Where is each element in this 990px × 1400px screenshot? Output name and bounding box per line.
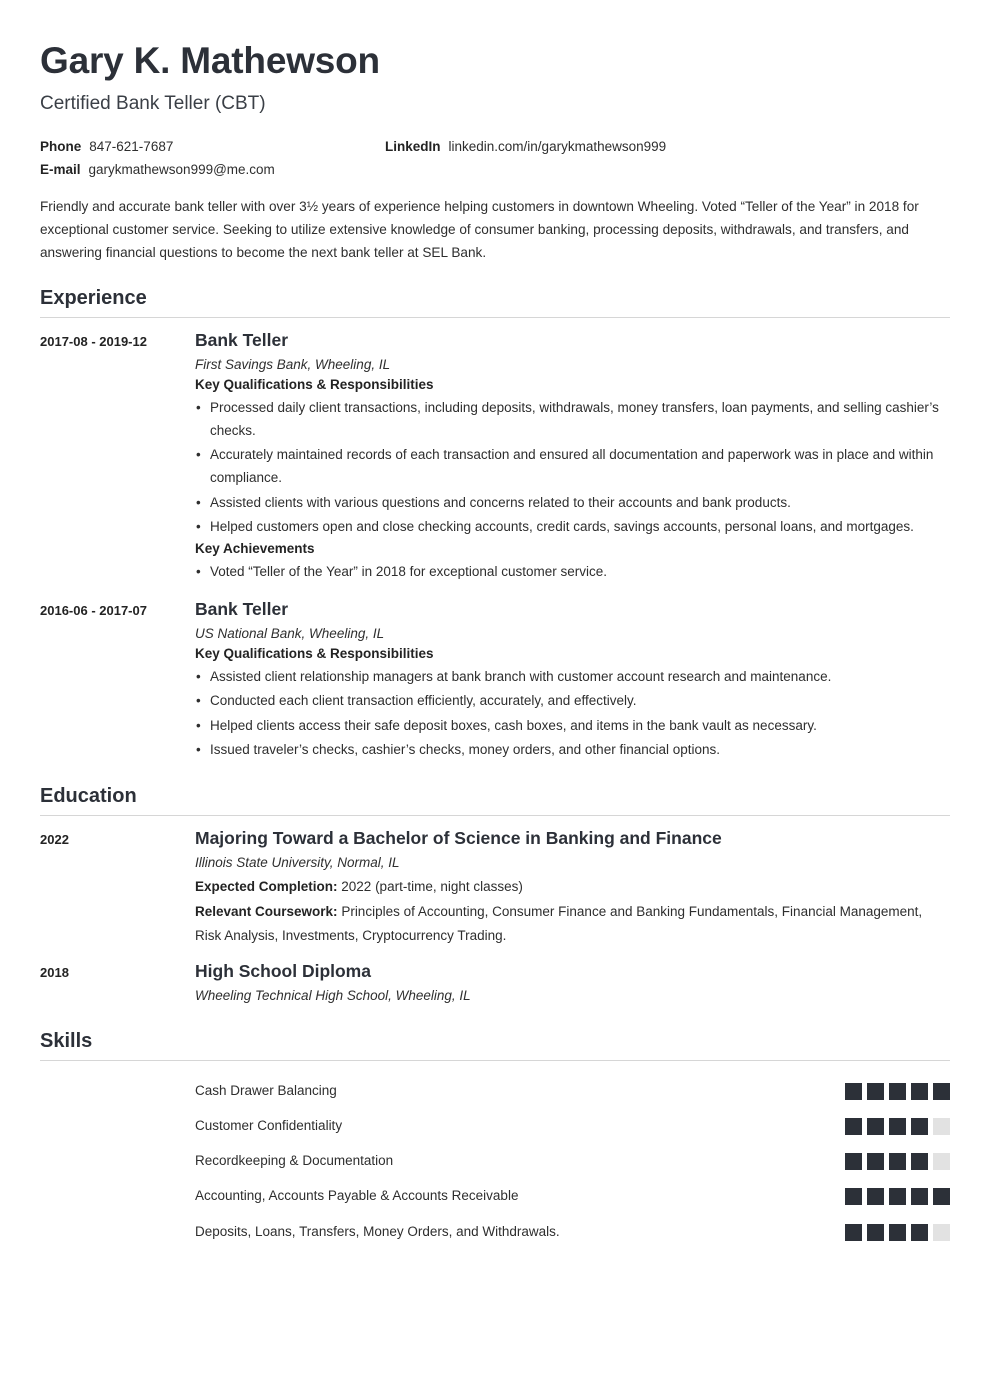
skill-level-square xyxy=(845,1188,862,1205)
skill-level-square xyxy=(867,1083,884,1100)
skill-level-square xyxy=(845,1224,862,1241)
contact-row xyxy=(40,139,950,154)
education-completion-line xyxy=(195,875,950,898)
skill-level-square xyxy=(867,1153,884,1170)
skill-level-square xyxy=(867,1188,884,1205)
education-entry xyxy=(40,961,950,1008)
education-coursework-value: Principles of Accounting, Consumer Finance and Banking Fundamentals, Financial Management, Risk Analysis, Investments, Cryptocurrency Trading. xyxy=(195,904,923,943)
skill-name: Customer Confidentiality xyxy=(195,1117,343,1133)
skill-level-square xyxy=(911,1224,928,1241)
contact-linkedin-value[interactable]: linkedin.com/in/garykmathewson999 xyxy=(448,138,667,154)
experience-entry-date: 2016-06 - 2017-07 xyxy=(40,603,147,619)
professional-summary: Friendly and accurate bank teller with over 3½ years of experience helping customers in downtown Wheeling. Voted “Teller of the Year” in 2018 for exceptional customer service. Seeking to utilize extensive knowledge of consumer banking, processing deposits, withdrawals, and transfers, and answering financial questions to become the next bank teller at SEL Bank. xyxy=(40,198,919,261)
skill-level-square xyxy=(911,1118,928,1135)
skill-level-square xyxy=(845,1153,862,1170)
education-entry xyxy=(40,828,950,947)
section-divider xyxy=(40,317,950,318)
list-item: • Helped clients access their safe deposit boxes, cash boxes, and items in the bank vault as necessary. xyxy=(195,714,950,737)
contact-email[interactable] xyxy=(40,162,385,177)
skills-section-title: Skills xyxy=(40,1029,93,1052)
skill-level-square xyxy=(889,1083,906,1100)
skill-name: Cash Drawer Balancing xyxy=(195,1082,337,1098)
skill-level-square xyxy=(867,1224,884,1241)
list-item: • Assisted clients with various questions and concerns related to their accounts and bank products. xyxy=(195,491,950,514)
education-entry-school: Illinois State University, Normal, IL xyxy=(195,855,400,871)
skill-level-square xyxy=(933,1083,950,1100)
contact-row xyxy=(40,162,950,177)
education-entry-degree: High School Diploma xyxy=(195,960,371,981)
skill-name: Deposits, Loans, Transfers, Money Orders, and Withdrawals. xyxy=(195,1223,560,1239)
education-entry-degree: Majoring Toward a Bachelor of Science in Banking and Finance xyxy=(195,828,722,849)
skill-level-square xyxy=(889,1118,906,1135)
list-item: • Assisted client relationship managers at bank branch with customer account research and maintenance. xyxy=(195,665,950,688)
skill-level-meter xyxy=(845,1184,950,1205)
education-entry-body xyxy=(195,828,950,947)
education-section xyxy=(40,785,950,1008)
skill-level-meter xyxy=(845,1114,950,1135)
contact-block xyxy=(40,139,950,177)
skill-level-square xyxy=(911,1083,928,1100)
education-entry-date: 2018 xyxy=(40,964,69,980)
list-item: • Conducted each client transaction efficiently, accurately, and effectively. xyxy=(195,689,950,712)
list-item: • Accurately maintained records of each transaction and ensured all documentation and paperwork was in place and within compliance. xyxy=(195,443,950,489)
experience-entry xyxy=(40,599,950,763)
skill-row xyxy=(40,1073,950,1108)
skill-name: Recordkeeping & Documentation xyxy=(195,1153,394,1169)
education-completion-label: Expected Completion: xyxy=(195,879,338,895)
education-completion-value: 2022 (part-time, night classes) xyxy=(341,879,523,895)
contact-phone-label: Phone xyxy=(40,138,82,154)
list-item: • Helped customers open and close checking accounts, credit cards, savings accounts, personal loans, and mortgages. xyxy=(195,515,950,538)
experience-section xyxy=(40,287,950,763)
experience-entry-role: Bank Teller xyxy=(195,329,289,350)
skills-list xyxy=(40,1073,950,1249)
skill-level-square xyxy=(867,1118,884,1135)
experience-qualifications-list xyxy=(195,665,950,761)
contact-phone-value: 847-621-7687 xyxy=(89,138,174,154)
skill-level-meter xyxy=(845,1220,950,1241)
contact-linkedin-label: LinkedIn xyxy=(385,138,441,154)
experience-entry-company: First Savings Bank, Wheeling, IL xyxy=(195,356,391,372)
education-entry-body xyxy=(195,961,950,1008)
experience-entry-role: Bank Teller xyxy=(195,599,289,620)
resume-header xyxy=(40,40,950,265)
skill-level-square xyxy=(933,1188,950,1205)
experience-entry-company: US National Bank, Wheeling, IL xyxy=(195,626,385,642)
list-item: • Voted “Teller of the Year” in 2018 for exceptional customer service. xyxy=(195,560,950,583)
experience-qualifications-list xyxy=(195,396,950,538)
experience-entry xyxy=(40,330,950,586)
skill-row xyxy=(40,1178,950,1213)
contact-email-label: E-mail xyxy=(40,161,81,177)
skill-row xyxy=(40,1143,950,1178)
skill-level-square xyxy=(845,1083,862,1100)
list-item: • Issued traveler’s checks, cashier’s checks, money orders, and other financial options. xyxy=(195,738,950,761)
experience-entry-body xyxy=(195,599,950,763)
candidate-job-title: Certified Bank Teller (CBT) xyxy=(40,92,266,114)
skill-level-square xyxy=(933,1153,950,1170)
contact-linkedin[interactable] xyxy=(385,139,666,154)
experience-qualifications-heading: Key Qualifications & Responsibilities xyxy=(195,376,434,392)
experience-qualifications-heading: Key Qualifications & Responsibilities xyxy=(195,646,434,662)
candidate-name: Gary K. Mathewson xyxy=(40,40,380,81)
skill-level-square xyxy=(889,1188,906,1205)
skill-level-meter xyxy=(845,1079,950,1100)
education-coursework-label: Relevant Coursework: xyxy=(195,904,338,920)
education-coursework-line xyxy=(195,900,950,946)
experience-entry-date: 2017-08 - 2019-12 xyxy=(40,333,147,349)
section-divider xyxy=(40,815,950,816)
skill-row xyxy=(40,1108,950,1143)
experience-entry-body xyxy=(195,330,950,586)
skill-level-square xyxy=(933,1118,950,1135)
skill-level-square xyxy=(933,1224,950,1241)
skill-level-square xyxy=(845,1118,862,1135)
education-entry-school: Wheeling Technical High School, Wheeling, IL xyxy=(195,987,471,1003)
education-entry-date: 2022 xyxy=(40,832,69,848)
skill-level-square xyxy=(889,1224,906,1241)
skills-section xyxy=(40,1030,950,1249)
contact-email-value[interactable]: garykmathewson999@me.com xyxy=(88,161,275,177)
experience-achievements-list xyxy=(195,560,950,583)
experience-section-title: Experience xyxy=(40,286,147,309)
skill-level-square xyxy=(911,1153,928,1170)
skill-level-square xyxy=(889,1153,906,1170)
education-section-title: Education xyxy=(40,785,137,808)
skill-level-meter xyxy=(845,1149,950,1170)
contact-phone xyxy=(40,139,385,154)
skill-level-square xyxy=(911,1188,928,1205)
experience-achievements-heading: Key Achievements xyxy=(195,540,315,556)
list-item: • Processed daily client transactions, including deposits, withdrawals, money transfers, loan payments, and selling cashier’s checks. xyxy=(195,396,950,442)
section-divider xyxy=(40,1060,950,1061)
skill-name: Accounting, Accounts Payable & Accounts Receivable xyxy=(195,1188,519,1204)
skill-row xyxy=(40,1214,950,1249)
